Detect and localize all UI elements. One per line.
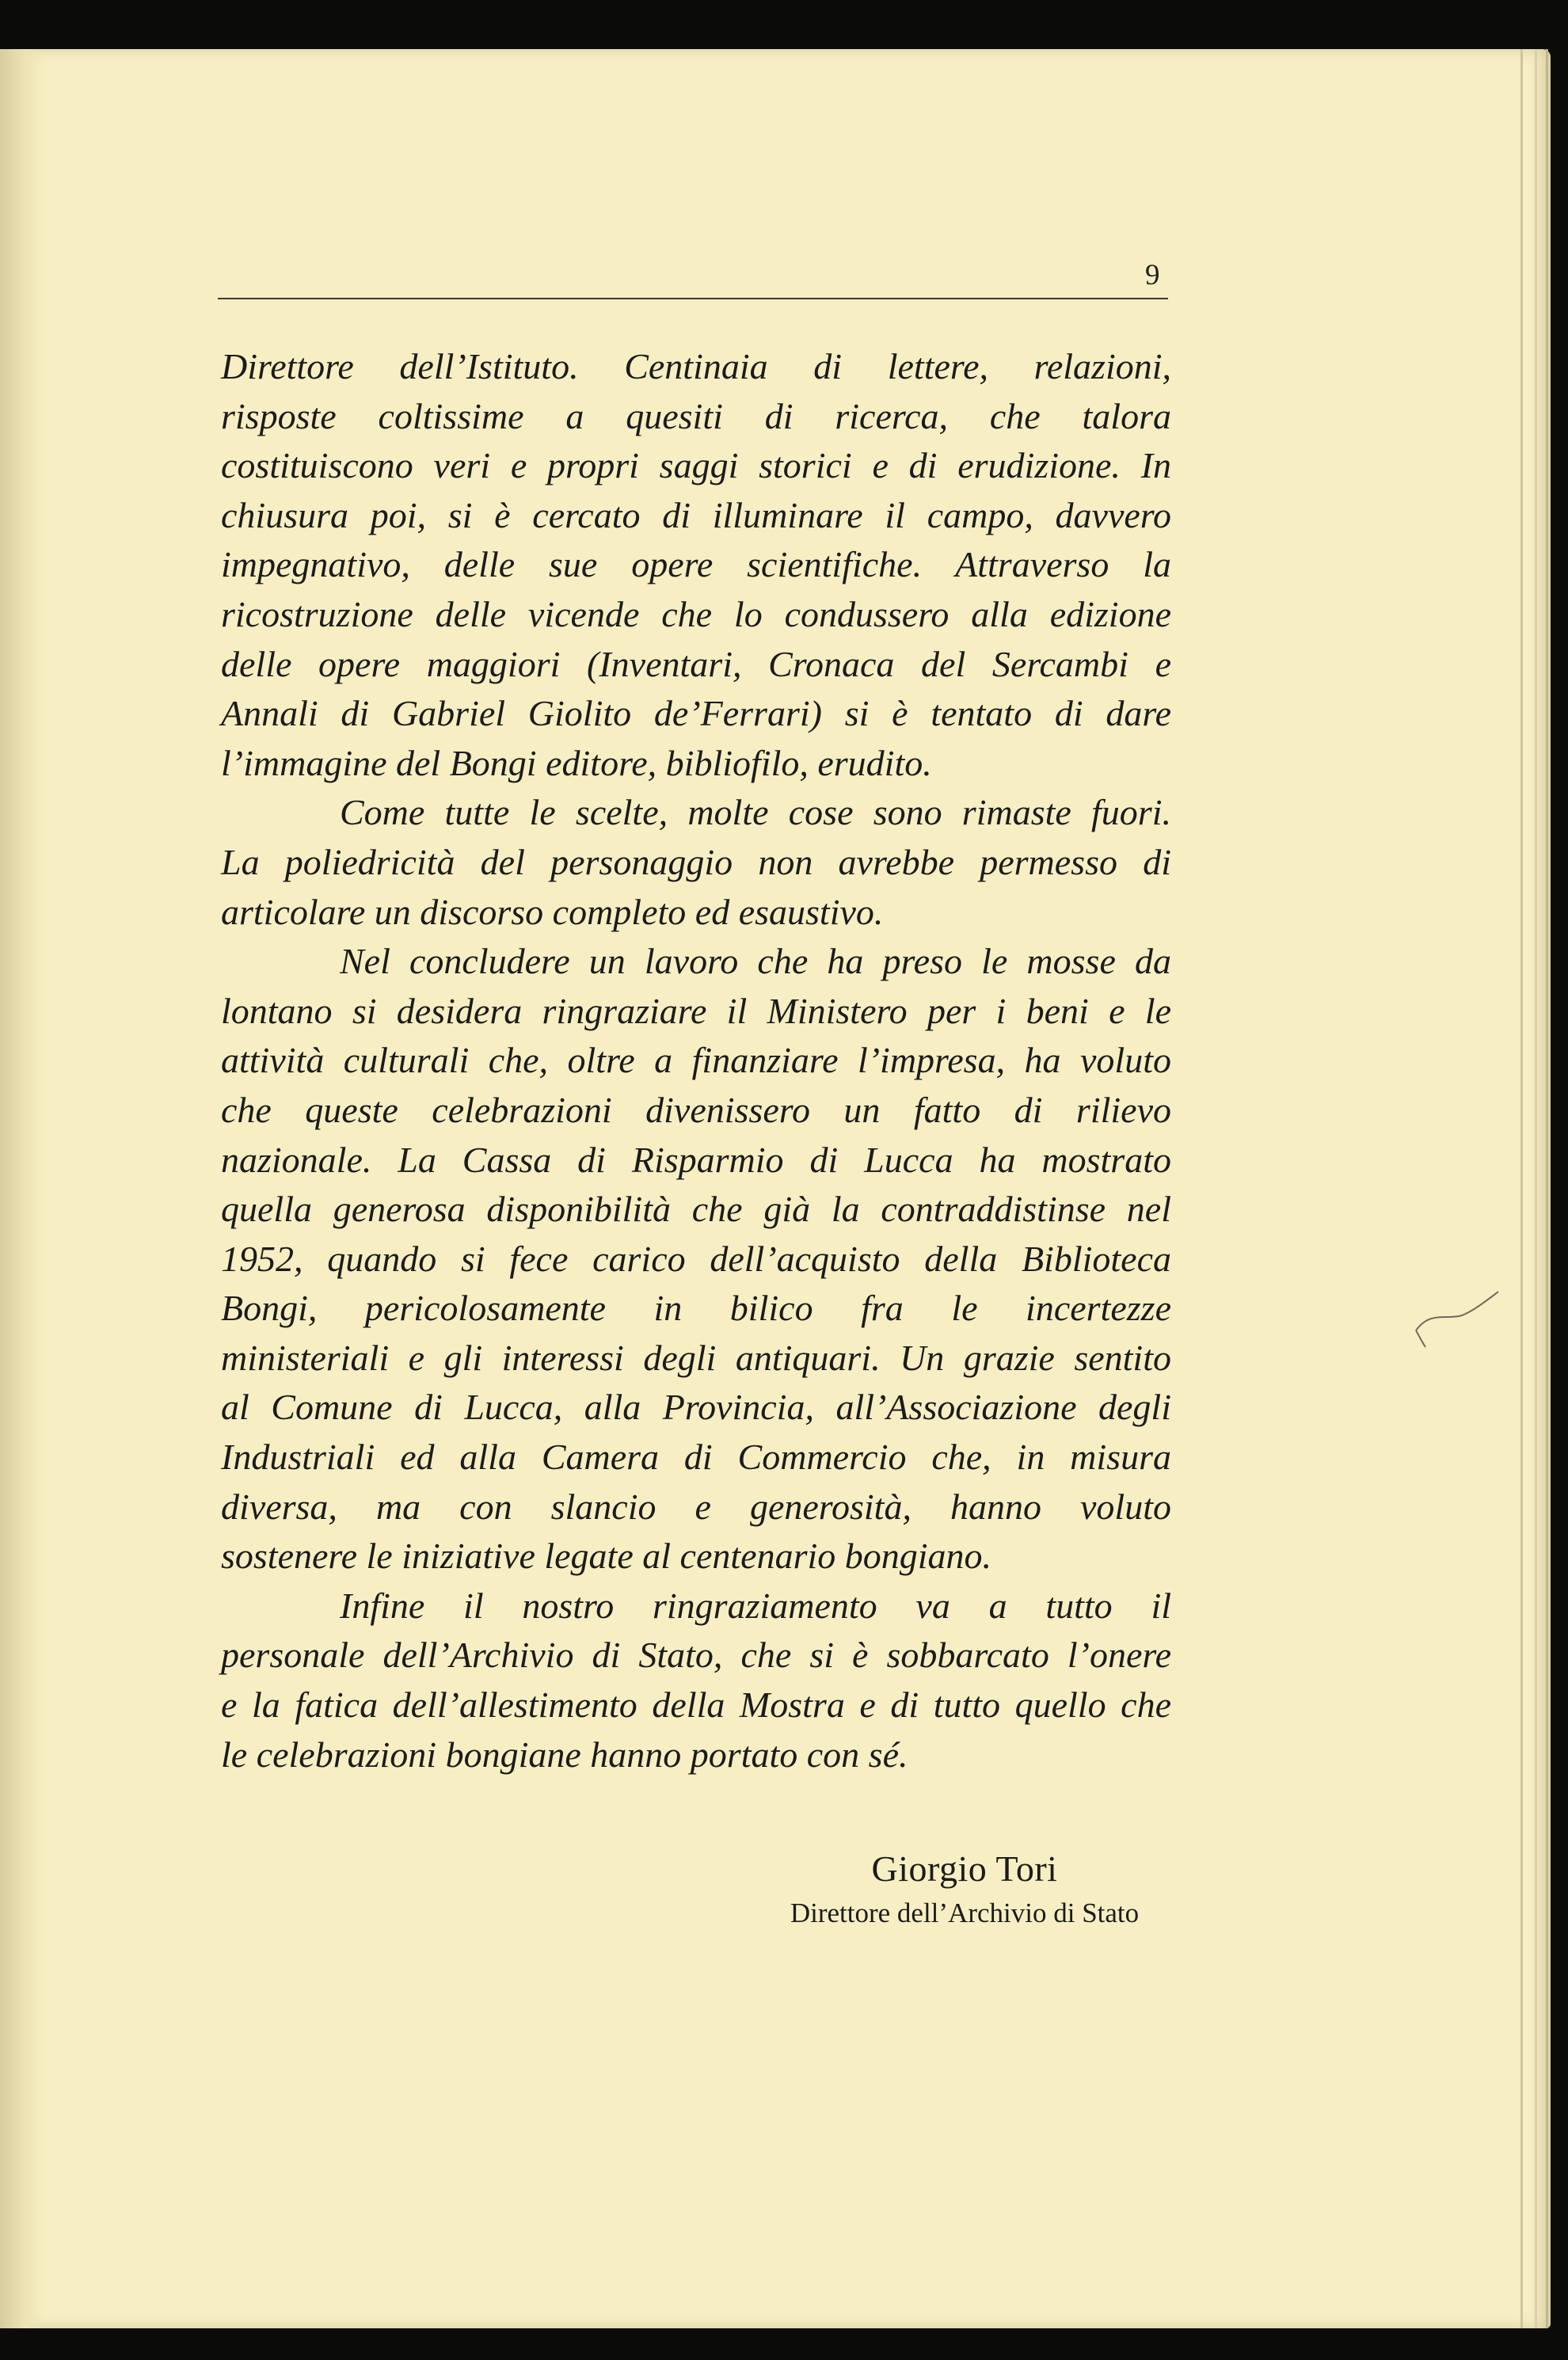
signature-block [681, 1845, 1172, 1934]
text-line: risposte coltissime a quesiti di ricerca, che talora [221, 395, 1171, 436]
text-line: Infine il nostro ringraziamento va a tutto il [340, 1585, 1171, 1626]
text-line: costituiscono veri e propri saggi storici e di erudizione. In [221, 445, 1171, 486]
header-rule [218, 298, 1168, 299]
text-line: Direttore dell’Istituto. Centinaia di lettere, relazioni, [221, 346, 1171, 386]
text-line: delle opere maggiori (Inventari, Cronaca del Sercambi e [221, 643, 1171, 684]
signature-role: Direttore dell’Archivio di Stato [790, 1898, 1140, 1928]
page-edge [1535, 49, 1537, 2328]
book-gutter [0, 49, 44, 2328]
text-line: le celebrazioni bongiane hanno portato con sé. [221, 1734, 908, 1775]
text-line: Annali di Gabriel Giolito de’Ferrari) si è tentato di dare [221, 693, 1171, 734]
text-line: al Comune di Lucca, alla Provincia, all’Associazione degli [221, 1387, 1171, 1428]
text-line: La poliedricità del personaggio non avrebbe permesso di [221, 841, 1171, 882]
text-line: diversa, ma con slancio e generosità, hanno voluto [221, 1486, 1171, 1527]
text-line: e la fatica dell’allestimento della Mostra e di tutto quello che [221, 1684, 1171, 1726]
pencil-mark-icon [1414, 1287, 1501, 1350]
text-line: impegnativo, delle sue opere scientifiche. Attraverso la [221, 544, 1171, 585]
text-line: quella generosa disponibilità che già la contraddistinse nel [221, 1189, 1171, 1230]
page-edge [1546, 49, 1548, 2328]
text-line: Industriali ed alla Camera di Commercio che, in misura [221, 1437, 1171, 1478]
text-line: lontano si desidera ringraziare il Ministero per i beni e le [221, 990, 1171, 1031]
body-text [221, 342, 1171, 1780]
text-line: Bongi, pericolosamente in bilico fra le incertezze [221, 1288, 1171, 1329]
text-line: sostenere le iniziative legate al centenario bongiano. [221, 1536, 992, 1577]
text-line: 1952, quando si fece carico dell’acquisto della Biblioteca [221, 1238, 1171, 1279]
text-line: Nel concludere un lavoro che ha preso le mosse da [340, 941, 1171, 982]
text-line: personale dell’Archivio di Stato, che si è sobbarcato l’onere [221, 1635, 1171, 1676]
text-line: ministeriali e gli interessi degli antiquari. Un grazie sentito [221, 1337, 1171, 1378]
page-number: 9 [1145, 259, 1160, 291]
text-line: l’immagine del Bongi editore, bibliofilo, erudito. [221, 742, 932, 783]
text-line: attività culturali che, oltre a finanziare l’impresa, ha voluto [221, 1040, 1171, 1081]
text-line: nazionale. La Cassa di Risparmio di Lucca ha mostrato [221, 1139, 1171, 1180]
text-line: Come tutte le scelte, molte cose sono rimaste fuori. [340, 792, 1171, 833]
page-edge [1520, 49, 1523, 2328]
text-line: articolare un discorso completo ed esaustivo. [221, 891, 884, 932]
text-line: ricostruzione delle vicende che lo condussero alla edizione [221, 593, 1171, 634]
text-line: che queste celebrazioni divenissero un fatto di rilievo [221, 1089, 1171, 1130]
text-line: chiusura poi, si è cercato di illuminare il campo, davvero [221, 494, 1171, 535]
signature-name: Giorgio Tori [871, 1848, 1058, 1889]
